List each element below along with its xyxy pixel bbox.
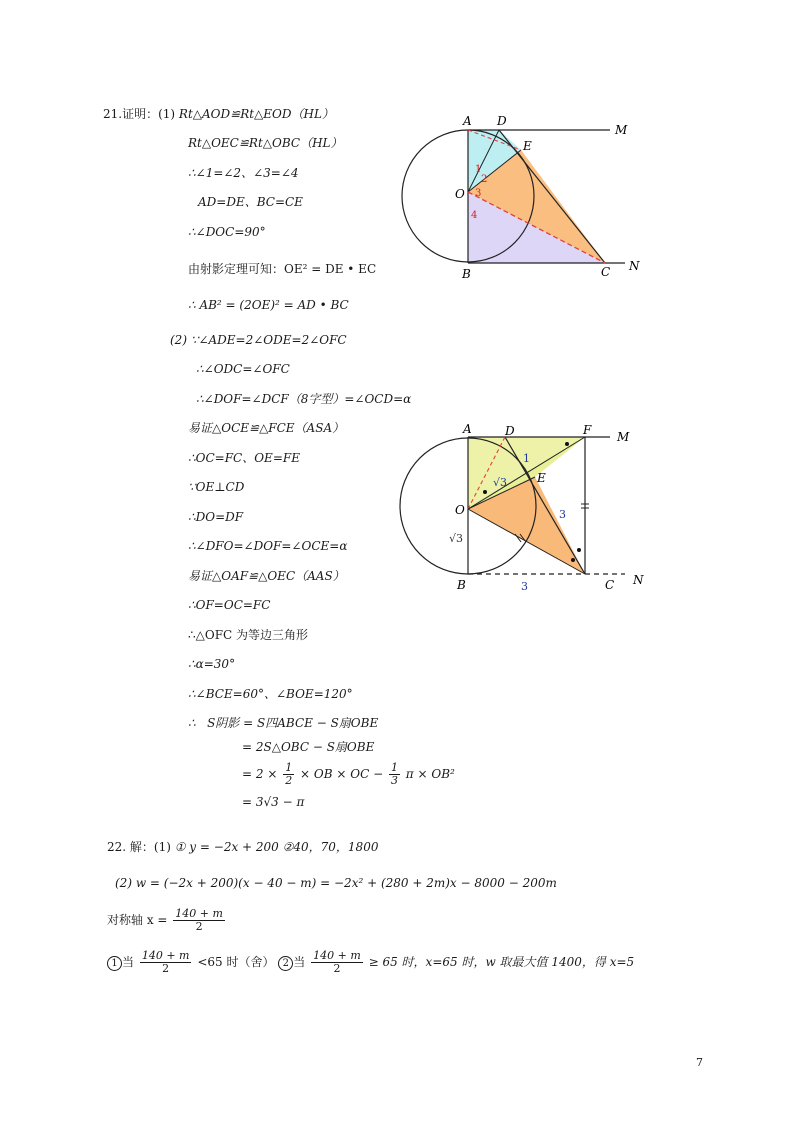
- q21-p2-line8: 易证△OAF≌△OEC（AAS）: [188, 569, 345, 583]
- axis-fraction: $\frac{140 + m}{2}$: [175, 907, 223, 933]
- area-line3: = 2 × $\frac{1}{2}$ × OB × OC − $\frac{1}{3}$ π × OB²: [242, 761, 455, 787]
- q21-p2-line4: ∴OC=FC、OE=FE: [188, 451, 300, 465]
- q22-line2: (2) w = (−2x + 200)(x − 40 − m) = −2x² + (280 + 2m)x − 8000 − 200m: [115, 876, 557, 890]
- angle-4: 4: [471, 210, 478, 221]
- angle-1: 1: [475, 164, 482, 175]
- q22-line3: 对称轴 x = $\frac{140 + m}{2}$: [107, 907, 223, 933]
- label-c: C: [601, 265, 611, 279]
- q22-line4: 1 当 $\frac{140 + m}{2}$ <65 时（舍） 2 当 $\frac{140 + m}{2}$ ≥ 65 时，x=65 时，w 取最大值 1400，得 x=5: [107, 950, 634, 975]
- q21-p2-line9: ∴OF=OC=FC: [188, 598, 271, 612]
- area-line1: ∴ S阴影 = S四ABCE − S扇OBE: [188, 716, 379, 730]
- length-ob: √3: [449, 532, 464, 545]
- label-b: B: [462, 267, 471, 280]
- label-m: M: [615, 123, 628, 137]
- q21-line7: ∴ AB² = (2OE)² = AD • BC: [188, 298, 349, 312]
- label-b: B: [457, 578, 466, 592]
- label-f: F: [583, 423, 592, 437]
- angle-dot: [571, 558, 575, 562]
- q22-line1: 22. 解：(1) ① y = −2x + 200 ②40，70，1800: [107, 840, 379, 854]
- label-n: N: [629, 259, 640, 273]
- length-ce: 3: [559, 508, 566, 521]
- angle-3: 3: [475, 188, 482, 199]
- q21-p2-line2: ∴∠DOF=∠DCF（8字型）=∠OCD=α: [196, 392, 412, 406]
- q21-p2-line6: ∴DO=DF: [188, 510, 244, 524]
- label-e: E: [537, 471, 546, 485]
- page-number: 7: [696, 1056, 703, 1069]
- q21-p2-line3: 易证△OCE≌△FCE（ASA）: [188, 421, 345, 435]
- figure-1: [395, 108, 655, 280]
- label-d: D: [505, 424, 515, 438]
- label-n: N: [633, 573, 644, 587]
- q21-p2-line5: ∵OE⊥CD: [188, 480, 245, 494]
- q21-p2-line1: ∴∠ODC=∠OFC: [196, 362, 290, 376]
- label-m: M: [617, 430, 630, 444]
- q21-p2-line12: ∴∠BCE=60°、∠BOE=120°: [188, 687, 353, 701]
- label-o: O: [455, 503, 465, 517]
- q21-header: 21.证明：(1) Rt△AOD≌Rt△EOD（HL）: [103, 107, 334, 121]
- half-fraction: $\frac{1}{2}$: [285, 761, 293, 787]
- label-o: O: [455, 187, 465, 201]
- label-d: D: [497, 114, 507, 128]
- q21-line5: ∴∠DOC=90°: [188, 225, 266, 239]
- area-line2: = 2S△OBC − S扇OBE: [242, 740, 375, 754]
- angle-2: 2: [481, 174, 488, 185]
- angle-dot: [483, 490, 487, 494]
- case2-fraction: $\frac{140 + m}{2}$: [313, 949, 361, 975]
- angle-dot: [577, 548, 581, 552]
- q21-p2-line10: ∴△OFC 为等边三角形: [188, 628, 309, 642]
- case1-fraction: $\frac{140 + m}{2}$: [141, 949, 190, 975]
- label-a: A: [463, 114, 472, 128]
- q21-line6: 由射影定理可知：OE² = DE • EC: [188, 262, 377, 276]
- angle-dot: [565, 442, 569, 446]
- area-line4: = 3√3 − π: [242, 795, 305, 809]
- q21-part2: (2) ∵∠ADE=2∠ODE=2∠OFC: [170, 333, 347, 347]
- third-fraction: $\frac{1}{3}$: [390, 761, 398, 787]
- length-ef: 1: [523, 452, 530, 465]
- label-a: A: [463, 422, 472, 436]
- q21-line2: Rt△OEC≌Rt△OBC（HL）: [188, 136, 343, 150]
- label-e: E: [523, 139, 532, 153]
- q21-line3: ∴∠1=∠2、∠3=∠4: [188, 166, 299, 180]
- q21-p2-line7: ∴∠DFO=∠DOF=∠OCE=α: [188, 539, 348, 553]
- q21-line4: AD=DE、BC=CE: [198, 195, 303, 209]
- label-c: C: [605, 578, 615, 592]
- q21-p2-line11: ∴α=30°: [188, 657, 236, 671]
- length-oe: √3: [493, 476, 508, 489]
- length-bc: 3: [521, 580, 528, 593]
- figure-2: [395, 422, 655, 597]
